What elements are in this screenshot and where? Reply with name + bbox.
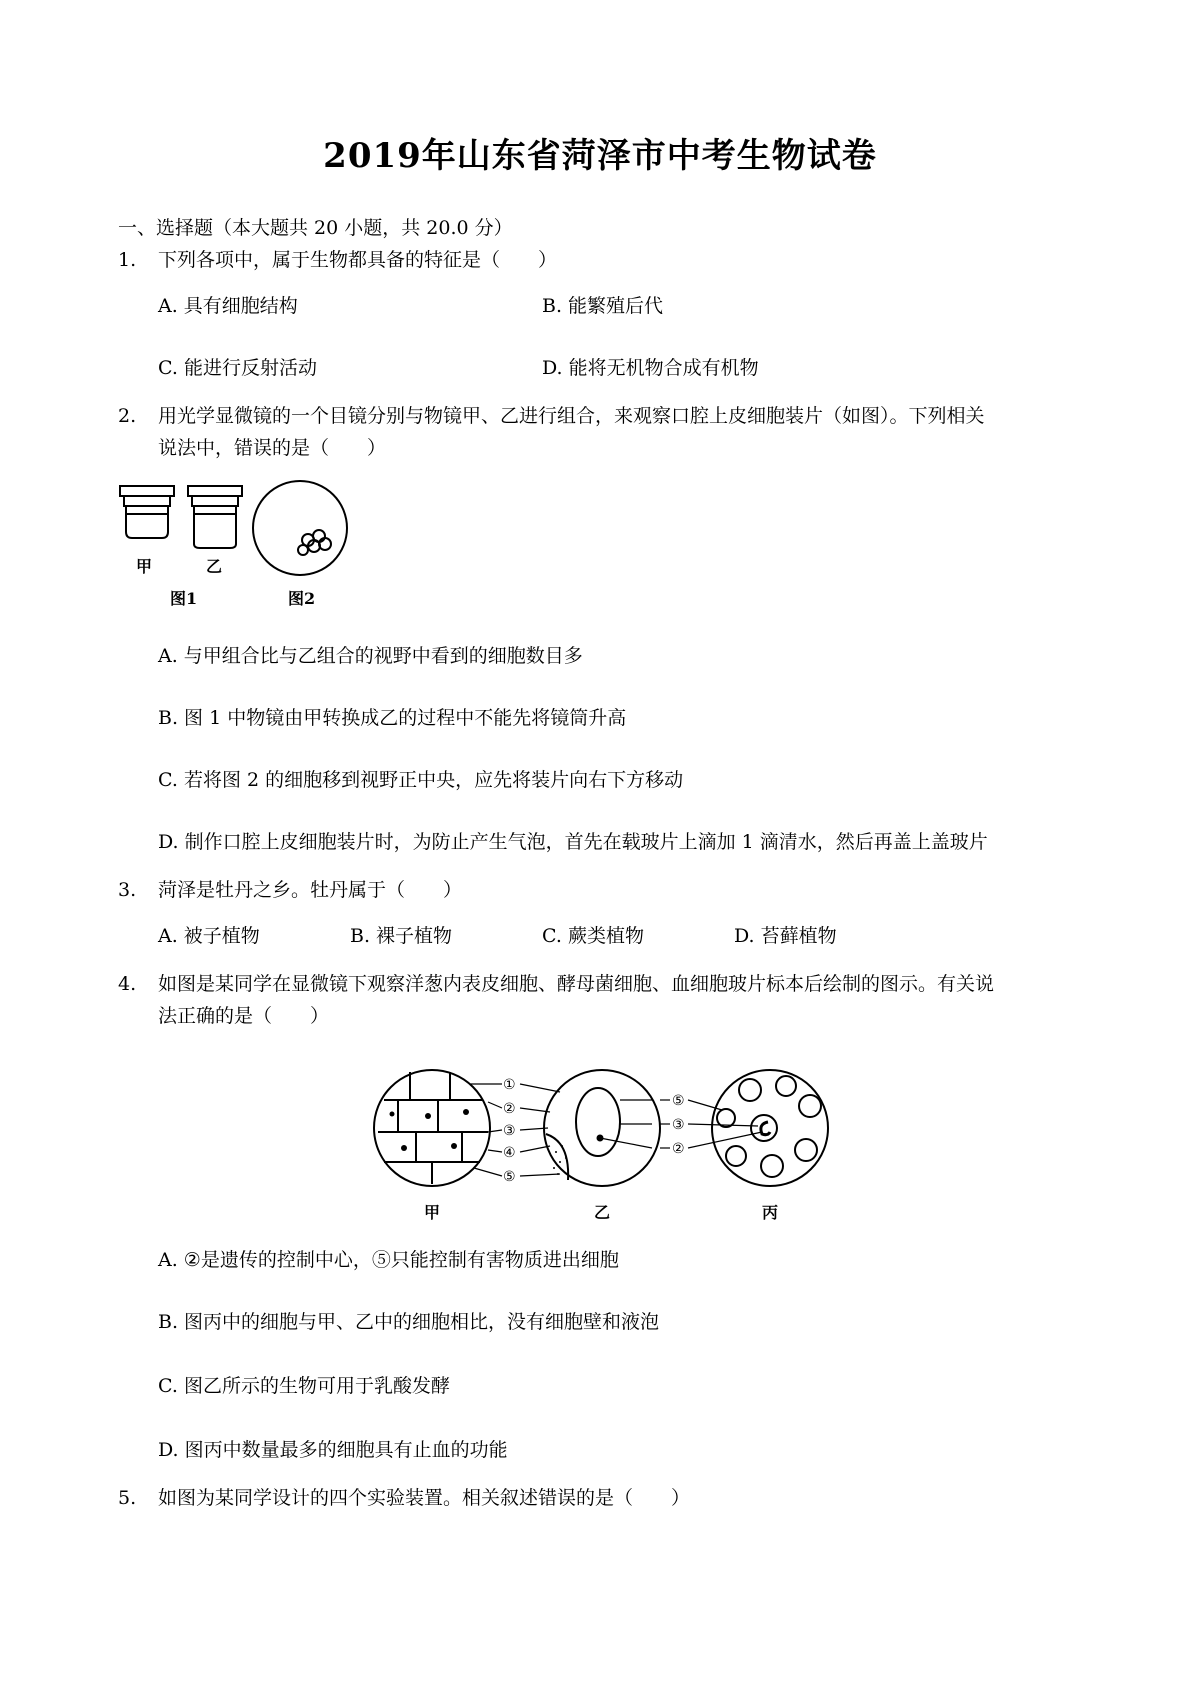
question-1-stem: 下列各项中，属于生物都具备的特征是（ ）: [158, 249, 558, 271]
question-4-stem-line-1: 如图是某同学在显微镜下观察洋葱内表皮细胞、酵母菌细胞、血细胞玻片标本后绘制的图示。有关说: [158, 973, 995, 995]
question-2-number: 2.: [118, 405, 137, 427]
question-3-stem: 菏泽是牡丹之乡。牡丹属于（ ）: [158, 879, 463, 901]
section-heading: 一、选择题（本大题共 20 小题，共 20.0 分）: [118, 217, 513, 239]
question-1-option-c[interactable]: C. 能进行反射活动: [158, 357, 317, 379]
question-1-option-a[interactable]: A. 具有细胞结构: [158, 295, 298, 317]
question-1-option-b[interactable]: B. 能繁殖后代: [542, 295, 664, 317]
stipple-icon: [553, 1145, 567, 1175]
question-2-option-c[interactable]: C. 若将图 2 的细胞移到视野正中央，应先将装片向右下方移动: [158, 769, 684, 791]
question-2-stem-line-2: 说法中，错误的是（ ）: [158, 437, 387, 459]
figure-label-jia: 甲: [424, 1203, 441, 1222]
callout-label: ⑤: [672, 1093, 685, 1109]
callout-label: ②: [503, 1101, 516, 1117]
question-4-option-c[interactable]: C. 图乙所示的生物可用于乳酸发酵: [158, 1375, 450, 1397]
yeast-cell-icon: [544, 1070, 660, 1186]
blood-cells-icon: [712, 1070, 828, 1186]
nucleus-dots-icon: [390, 1109, 470, 1151]
question-3-option-b[interactable]: B. 裸子植物: [350, 925, 453, 947]
white-cell-nucleus-icon: [761, 1122, 770, 1135]
question-4-option-b[interactable]: B. 图丙中的细胞与甲、乙中的细胞相比，没有细胞壁和液泡: [158, 1311, 660, 1333]
page-title: 2019年山东省菏泽市中考生物试卷: [323, 136, 877, 176]
question-3-option-a[interactable]: A. 被子植物: [158, 925, 260, 947]
callout-label: ②: [672, 1141, 685, 1157]
question-4-option-d[interactable]: D. 图丙中数量最多的细胞具有止血的功能: [158, 1439, 508, 1461]
callout-label: ③: [503, 1123, 516, 1139]
field-of-view-icon: [253, 481, 347, 575]
callout-label: ⑤: [503, 1169, 516, 1185]
question-2-option-b[interactable]: B. 图 1 中物镜由甲转换成乙的过程中不能先将镜筒升高: [158, 707, 627, 729]
microscope-figure: [118, 480, 358, 610]
question-4-number: 4.: [118, 973, 137, 995]
question-2-option-a[interactable]: A. 与甲组合比与乙组合的视野中看到的细胞数目多: [158, 645, 583, 667]
figure-label-fig1: 图1: [170, 589, 198, 608]
question-3-option-c[interactable]: C. 蕨类植物: [542, 925, 644, 947]
figure-label-bing: 丙: [762, 1203, 779, 1222]
question-4-stem-line-2: 法正确的是（ ）: [158, 1005, 330, 1027]
question-2-stem-line-1: 用光学显微镜的一个目镜分别与物镜甲、乙进行组合，来观察口腔上皮细胞装片（如图）。下列相关: [158, 405, 985, 427]
question-5-stem: 如图为某同学设计的四个实验装置。相关叙述错误的是（ ）: [158, 1487, 691, 1509]
figure-label-jia: 甲: [136, 557, 153, 576]
figure-label-yi: 乙: [594, 1203, 611, 1222]
question-1-number: 1.: [118, 249, 137, 271]
objective-yi-icon: [188, 486, 242, 548]
question-5-number: 5.: [118, 1487, 137, 1509]
question-3-number: 3.: [118, 879, 137, 901]
question-4-option-a[interactable]: A. ②是遗传的控制中心，⑤只能控制有害物质进出细胞: [158, 1249, 619, 1271]
cell-diagram-figure: [370, 1062, 840, 1224]
question-3-option-d[interactable]: D. 苔藓植物: [734, 925, 837, 947]
objective-jia-icon: [120, 486, 174, 538]
question-1-option-d[interactable]: D. 能将无机物合成有机物: [542, 357, 759, 379]
callout-label: ①: [503, 1077, 516, 1093]
figure-label-yi: 乙: [206, 557, 223, 576]
question-2-option-d[interactable]: D. 制作口腔上皮细胞装片时，为防止产生气泡，首先在载玻片上滴加 1 滴清水，然后再盖上盖玻片: [158, 831, 988, 853]
callout-label: ③: [672, 1117, 685, 1133]
figure-label-fig2: 图2: [288, 589, 316, 608]
onion-cells-icon: [374, 1070, 490, 1186]
callout-label: ④: [503, 1145, 516, 1161]
